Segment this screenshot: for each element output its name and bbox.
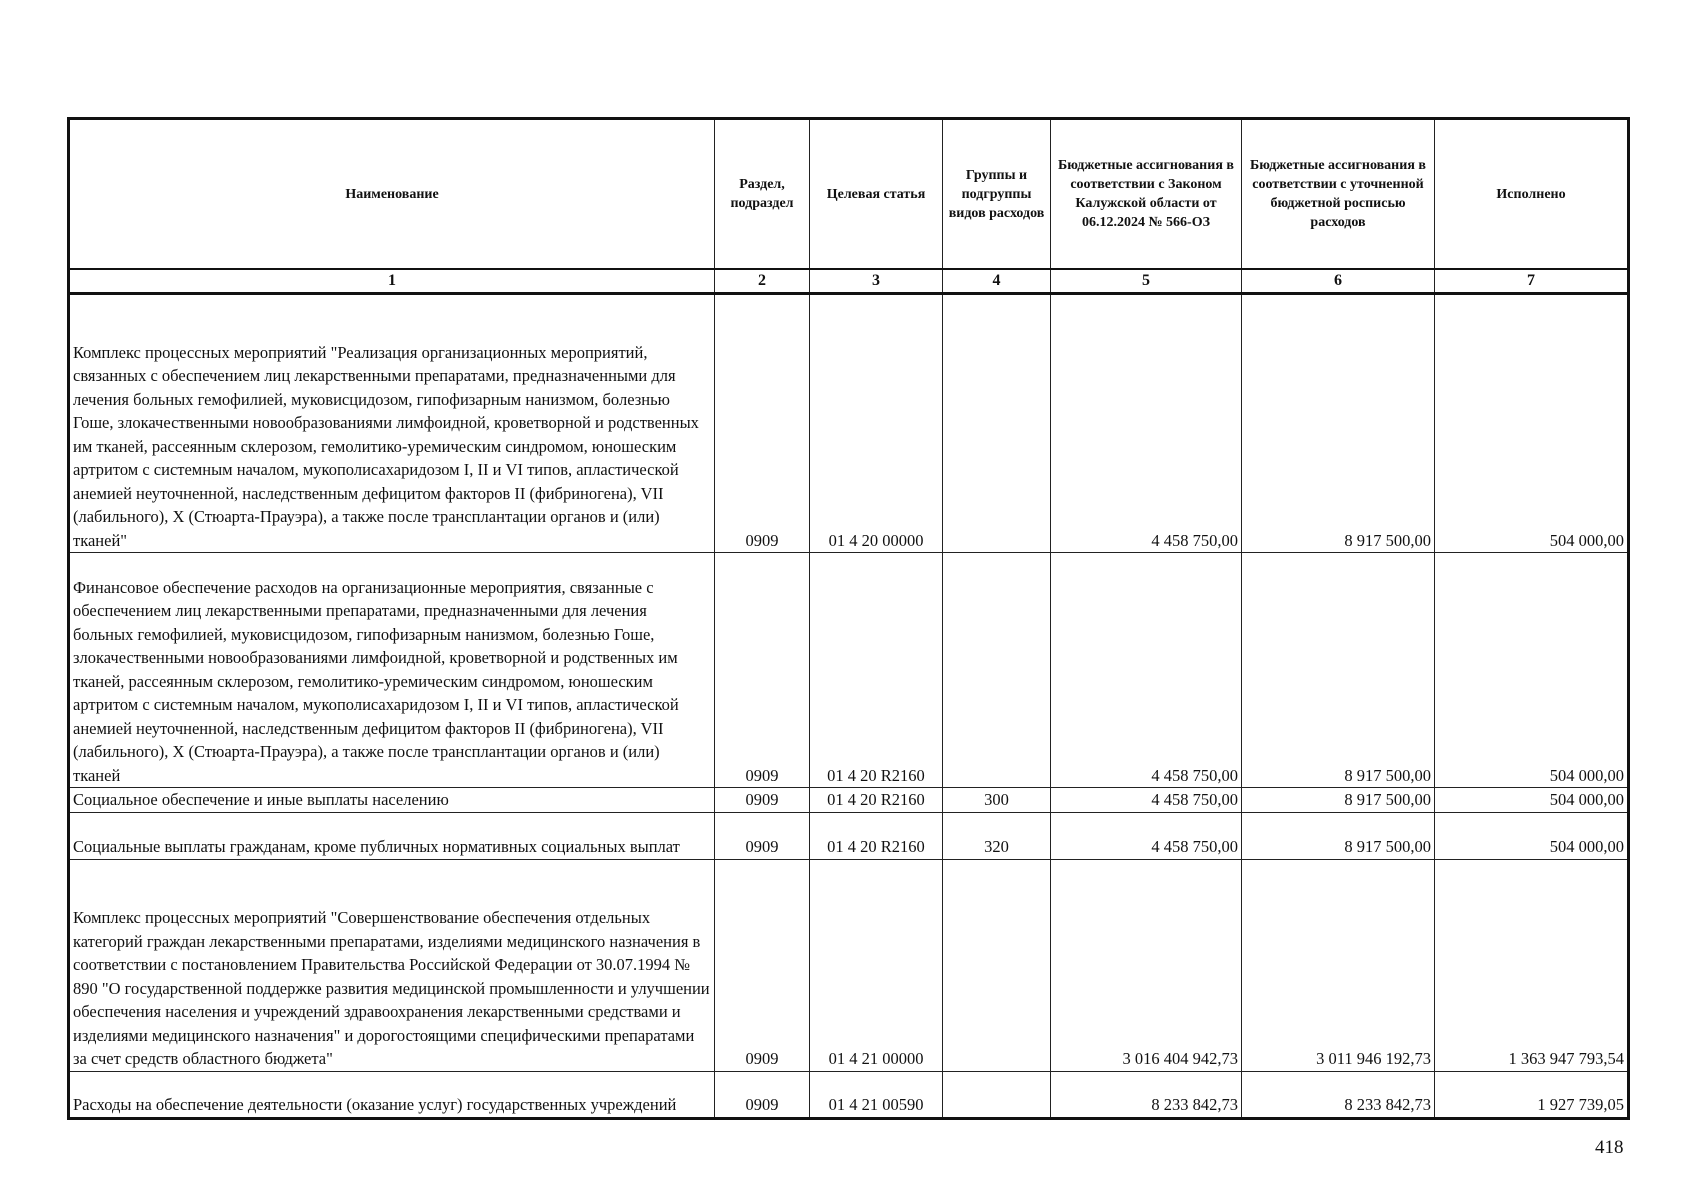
page-number: 418 [1595, 1137, 1624, 1158]
row-target: 01 4 20 R2160 [810, 812, 943, 859]
row-target: 01 4 20 R2160 [810, 788, 943, 813]
row-section: 0909 [715, 859, 810, 1071]
row-law-amount: 4 458 750,00 [1051, 788, 1242, 813]
header-section: Раздел, подраздел [715, 119, 810, 270]
row-law-amount: 4 458 750,00 [1051, 812, 1242, 859]
header-name: Наименование [69, 119, 715, 270]
row-section: 0909 [715, 1071, 810, 1118]
row-executed-amount: 1 927 739,05 [1435, 1071, 1629, 1118]
row-name: Комплекс процессных мероприятий "Совершенствование обеспечения отдельных категорий граждан лекарственными препаратами, изделиями медицинского назначения в соответствии с постановлением Правительства Российской Федерации от 30.07.1994 № 890 "О государственной поддержке развития медицинской промышленности и улучшении обеспечения населения и учреждений здравоохранения лекарственными средствами и изделиями медицинского назначения" и дорогостоящими специфическими препаратами за счет средств областного бюджета" [69, 859, 715, 1071]
row-executed-amount: 504 000,00 [1435, 788, 1629, 813]
table-row [69, 859, 1629, 1071]
row-group [943, 1071, 1051, 1118]
row-target: 01 4 21 00590 [810, 1071, 943, 1118]
budget-execution-table [67, 117, 1630, 1120]
row-refined-amount: 8 233 842,73 [1242, 1071, 1435, 1118]
row-group: 300 [943, 788, 1051, 813]
column-number: 6 [1242, 269, 1435, 294]
header-refined-allocations: Бюджетные ассигнования в соответствии с уточненной бюджетной росписью расходов [1242, 119, 1435, 270]
header-target: Целевая статья [810, 119, 943, 270]
table-row [69, 294, 1629, 553]
row-executed-amount: 1 363 947 793,54 [1435, 859, 1629, 1071]
row-name: Социальные выплаты гражданам, кроме публичных нормативных социальных выплат [69, 812, 715, 859]
table-header-row [69, 119, 1629, 270]
header-law-allocations: Бюджетные ассигнования в соответствии с Законом Калужской области от 06.12.2024 № 566-ОЗ [1051, 119, 1242, 270]
row-refined-amount: 8 917 500,00 [1242, 812, 1435, 859]
row-executed-amount: 504 000,00 [1435, 294, 1629, 553]
row-target: 01 4 21 00000 [810, 859, 943, 1071]
header-executed: Исполнено [1435, 119, 1629, 270]
column-number-row [69, 269, 1629, 294]
row-group [943, 859, 1051, 1071]
row-refined-amount: 8 917 500,00 [1242, 294, 1435, 553]
row-refined-amount: 8 917 500,00 [1242, 553, 1435, 788]
row-law-amount: 8 233 842,73 [1051, 1071, 1242, 1118]
row-target: 01 4 20 00000 [810, 294, 943, 553]
row-group [943, 553, 1051, 788]
column-number: 1 [69, 269, 715, 294]
table-row [69, 812, 1629, 859]
row-name: Комплекс процессных мероприятий "Реализация организационных мероприятий, связанных с обеспечением лиц лекарственными препаратами, предназначенными для лечения больных гемофилией, муковисцидозом, гипофизарным нанизмом, болезнью Гоше, злокачественными новообразованиями лимфоидной, кроветворной и родственных им тканей, рассеянным склерозом, гемолитико-уремическим синдромом, юношеским артритом с системным началом, мукополисахаридозом I, II и VI типов, апластической анемией неуточненной, наследственным дефицитом факторов II (фибриногена), VII (лабильного), X (Стюарта-Прауэра), а также после трансплантации органов и (или) тканей" [69, 294, 715, 553]
table-row [69, 788, 1629, 813]
row-section: 0909 [715, 788, 810, 813]
column-number: 4 [943, 269, 1051, 294]
row-law-amount: 4 458 750,00 [1051, 553, 1242, 788]
row-group: 320 [943, 812, 1051, 859]
row-name: Расходы на обеспечение деятельности (оказание услуг) государственных учреждений [69, 1071, 715, 1118]
column-number: 7 [1435, 269, 1629, 294]
row-section: 0909 [715, 812, 810, 859]
row-refined-amount: 8 917 500,00 [1242, 788, 1435, 813]
row-section: 0909 [715, 294, 810, 553]
row-target: 01 4 20 R2160 [810, 553, 943, 788]
row-executed-amount: 504 000,00 [1435, 553, 1629, 788]
row-name: Финансовое обеспечение расходов на организационные мероприятия, связанные с обеспечением лиц лекарственными препаратами, предназначенными для лечения больных гемофилией, муковисцидозом, гипофизарным нанизмом, болезнью Гоше, злокачественными новообразованиями лимфоидной, кроветворной и родственных им тканей, рассеянным склерозом, гемолитико-уремическим синдромом, юношеским артритом с системным началом, мукополисахаридозом I, II и VI типов, апластической анемией неуточненной, наследственным дефицитом факторов II (фибриногена), VII (лабильного), X (Стюарта-Прауэра), а также после трансплантации органов и (или) тканей [69, 553, 715, 788]
row-name: Социальное обеспечение и иные выплаты населению [69, 788, 715, 813]
row-section: 0909 [715, 553, 810, 788]
row-executed-amount: 504 000,00 [1435, 812, 1629, 859]
row-law-amount: 3 016 404 942,73 [1051, 859, 1242, 1071]
table-row [69, 553, 1629, 788]
header-groups: Группы и подгруппы видов расходов [943, 119, 1051, 270]
row-refined-amount: 3 011 946 192,73 [1242, 859, 1435, 1071]
column-number: 2 [715, 269, 810, 294]
table-row [69, 1071, 1629, 1118]
column-number: 5 [1051, 269, 1242, 294]
row-law-amount: 4 458 750,00 [1051, 294, 1242, 553]
column-number: 3 [810, 269, 943, 294]
row-group [943, 294, 1051, 553]
